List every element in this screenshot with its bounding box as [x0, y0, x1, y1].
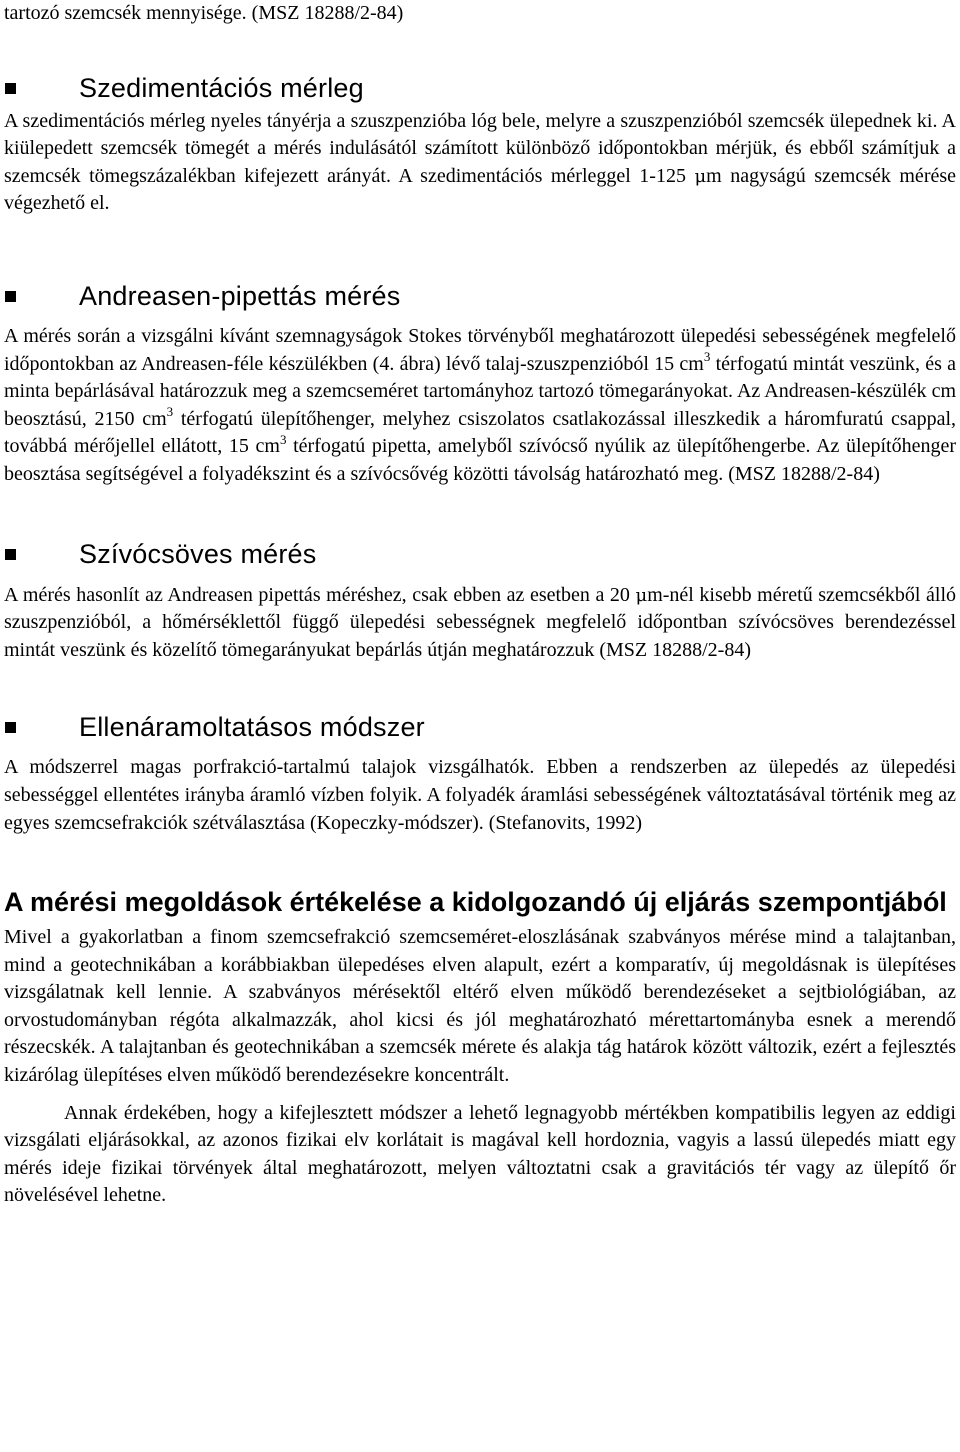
continuation-line: tartozó szemcsék mennyisége. (MSZ 18288/2-84): [4, 2, 404, 24]
section-title: Szedimentációs mérleg: [79, 73, 364, 104]
square-bullet-icon: [5, 722, 16, 733]
section-paragraph: A mérés során a vizsgálni kívánt szemnagyságok Stokes törvényből meghatározott ülepedési sebességének megfelelő időpontokban az Andreasen-féle készülékben (4. ábra) lévő talaj-szuszpenzióból 15 $cm^3$ térfogatú mintát veszünk, és a minta bepárlásával határozzuk meg a szemcseméret tartományhoz tartozó tömegarányokat. Az Andreasen-készülék cm beosztású, 2150 $cm^3$ térfogatú ülepítőhenger, melyhez csiszolatos csatlakozással illeszkedik a háromfuratú csappal, továbbá mérőjellel ellátott, 15 $cm^3$ térfogatú pipetta, amelyből szívócső nyúlik az ülepítőhengerbe. Az ülepítőhenger beosztása segítségével a folyadékszint és a szívócsővég közötti távolság határozható meg. (MSZ 18288/2-84): [4, 324, 957, 485]
section-paragraph: A módszerrel magas porfrakció-tartalmú talajok vizsgálhatók. Ebben a rendszerben az ülepedés az ülepedési sebességgel ellentétes irányba áramló vízben folyik. A folyadék áramlási sebességének változtatásával történik meg az egyes szemcsefrakciók szétválasztása (Kopeczky-módszer). (Stefanovits, 1992): [4, 756, 956, 834]
section-title: Szívócsöves mérés: [79, 539, 317, 570]
square-bullet-icon: [5, 83, 16, 94]
section-title: Andreasen-pipettás mérés: [79, 281, 401, 312]
section-heading-andreasen-pipettas-meres: [4, 282, 956, 312]
section-paragraph: A mérés hasonlít az Andreasen pipettás méréshez, csak ebben az esetben a 20 μm-nél kisebb méretű szemcsékből álló szuszpenzióból, a hőmérséklettől függő ülepedési sebességnek megfelelő időpontban szívócsöves berendezéssel mintát veszünk és közelítő tömegarányukat bepárlás útján meghatározzuk (MSZ 18288/2-84): [4, 583, 956, 661]
section-title: Ellenáramoltatásos módszer: [79, 711, 425, 742]
evaluation-paragraph-2: Annak érdekében, hogy a kifejlesztett módszer a lehető legnagyobb mértékben kompatibilis legyen az eddigi vizsgálati eljárásokkal, az azonos fizikai elv korlátait is magával kell hordoznia, vagyis a lassú ülepedés miatt egy mérés ideje fizikai törvények által meghatározott, melyen változtatni csak a gravitációs tér vagy az ülepítő őr növelésével lehetne.: [4, 1101, 956, 1207]
square-bullet-icon: [5, 291, 16, 302]
evaluation-paragraph-1: Mivel a gyakorlatban a finom szemcsefrakció szemcseméret-eloszlásának szabványos mérése mind a talajtanban, mind a geotechnikában a korábbiakban ülepedéses elven alapult, ezért a komparatív, új megoldásnak is ülepítéses vizsgálatnak kell lennie. A szabványos mérésektől eltérő elven működő berendezéseket a sejtbiológiában, az orvostudományban régóta alkalmazzák, ahol kicsi és jól meghatározható mérettartományba esnek a merendő részecskék. A talajtanban és geotechnikában a szemcsék mérete és alakja tág határok között változik, ezért a fejlesztés kizárólag ülepítéses elven működő berendezésekre koncentrált.: [4, 926, 956, 1087]
section-heading-ellenaramoltatasos-modszer: [4, 712, 956, 742]
main-heading: A mérési megoldások értékelése a kidolgozandó új eljárás szempontjából: [4, 887, 947, 918]
square-bullet-icon: [5, 549, 16, 560]
section-heading-szivocsoves-meres: [4, 540, 956, 570]
section-heading-szedimentacios-merleg: [4, 74, 956, 104]
section-paragraph: A szedimentációs mérleg nyeles tányérja a szuszpenzióba lóg bele, melyre a szuszpenzióból szemcsék ülepednek ki. A kiülepedett szemcsék tömegét a mérés indulásától számított különböző időpontokban mérjük, és ebből számítjuk a szemcsék tömegszázalékban kifejezett arányát. A szedimentációs mérleggel 1-125 μm nagyságú szemcsék mérése végezhető el.: [4, 109, 957, 215]
